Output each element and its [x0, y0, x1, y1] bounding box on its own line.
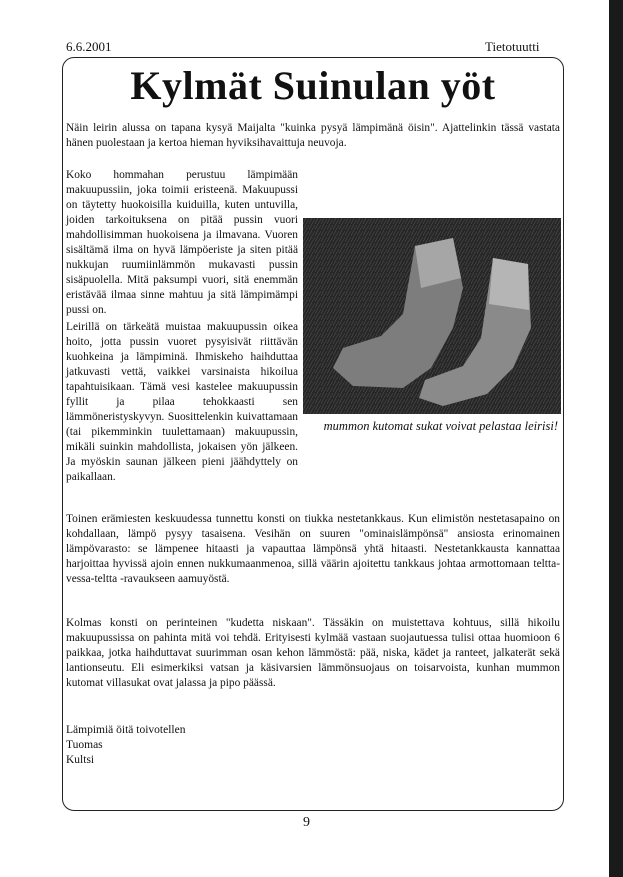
publication-name: Tietotuutti — [485, 39, 540, 54]
issue-date: 6.6.2001 — [66, 39, 112, 54]
scan-edge — [609, 0, 623, 877]
page-number: 9 — [303, 815, 310, 830]
article-title: Kylmät Suinulan yöt — [130, 63, 496, 108]
socks-illustration — [303, 218, 561, 414]
paragraph-2: Koko hommahan perustuu lämpimään makuupussiin, joka toimii eristeenä. Makuupussi on täytetty huokoisilla kuiduilla, kuten untuvilla, joiden tarkoituksena on pitää pussin vuori mahdollisimman huokoisena ja ilmavana. Vuoren sisältämä ilma on hyvä lämpöeriste ja siten pitää nukkujan ruumiinlämmön mukavasti pussin sisäpuolella. Mitä paksumpi vuori, sitä enemmän eristävää ilmaa sinne mahtuu ja sitä lämpimämpi pussi on. — [66, 169, 298, 316]
signoff-greeting: Lämpimiä öitä toivotellen — [66, 724, 186, 736]
wool-socks-photo — [303, 218, 561, 414]
paragraph-4: Toinen erämiesten keskuudessa tunnettu konsti on tiukka nestetankkaus. Kun elimistön nestetasapaino on kohdallaan, lämpö pysyy tasaisena. Vesihän on suuren "ominaislämpönsä" ansiosta erinomainen lämpövarasto: se lämpenee hitaasti ja vapauttaa lämpönsä yhtä hitaasti. Nestetankkausta kannattaa harjoittaa hyvissä ajoin ennen nukkumaanmenoa, sillä väärin ajoitettu tankkaus johtaa armottomaan teltta-vessa-teltta -ravaukseen aamuyöstä. — [66, 513, 560, 585]
signoff-name: Tuomas — [66, 739, 103, 751]
paragraph-1: Näin leirin alussa on tapana kysyä Maijalta "kuinka pysyä lämpimänä öisin". Ajattelinkin tässä vastata hänen puolestaan ja kertoa hieman hyviksihavaittuja neuvoja. — [66, 122, 560, 149]
signoff-nickname: Kultsi — [66, 754, 95, 766]
paragraph-5: Kolmas konsti on perinteinen "kudetta niskaan". Tässäkin on muistettava kohtuus, sillä hikoilu makuupussissa on pahinta mitä voi tehdä. Erityisesti kylmää vastaan suojautuessa tulisi ottaa huomioon 6 paikkaa, jotka haihduttavat suurimman osan kehon lämmöstä: pää, niska, kädet ja ranteet, jalkaterät sekä lantionseutu. Eli esimerkiksi vatsan ja käsivarsien lämmönsuojaus on toisarvoista, kunhan mummon kutomat villasukat ovat jalassa ja pipo päässä. — [66, 617, 560, 689]
paragraph-3: Leirillä on tärkeätä muistaa makuupussin oikea hoito, jotta pussin vuoret pysyisivät riittävän kuohkeina ja lämpiminä. Ihmiskeho haihduttaa jatkuvasti vettä, vaikkei varsinaista hikoilua tapahtuisikaan. Tämä vesi kastelee makuupussin fyllit ja pilaa tehokkaasti sen lämmöneristyskyvyn. Suosittelenkin kuivattamaan (tai pikemminkin tuulettamaan) makuupussin, mikäli suinkin mahdollista, jokaisen yön jälkeen. Ja myöskin saunan jälkeen pieni jäähdyttely on paikallaan. — [66, 321, 298, 483]
photo-caption: mummon kutomat sukat voivat pelastaa leirisi! — [323, 419, 558, 433]
